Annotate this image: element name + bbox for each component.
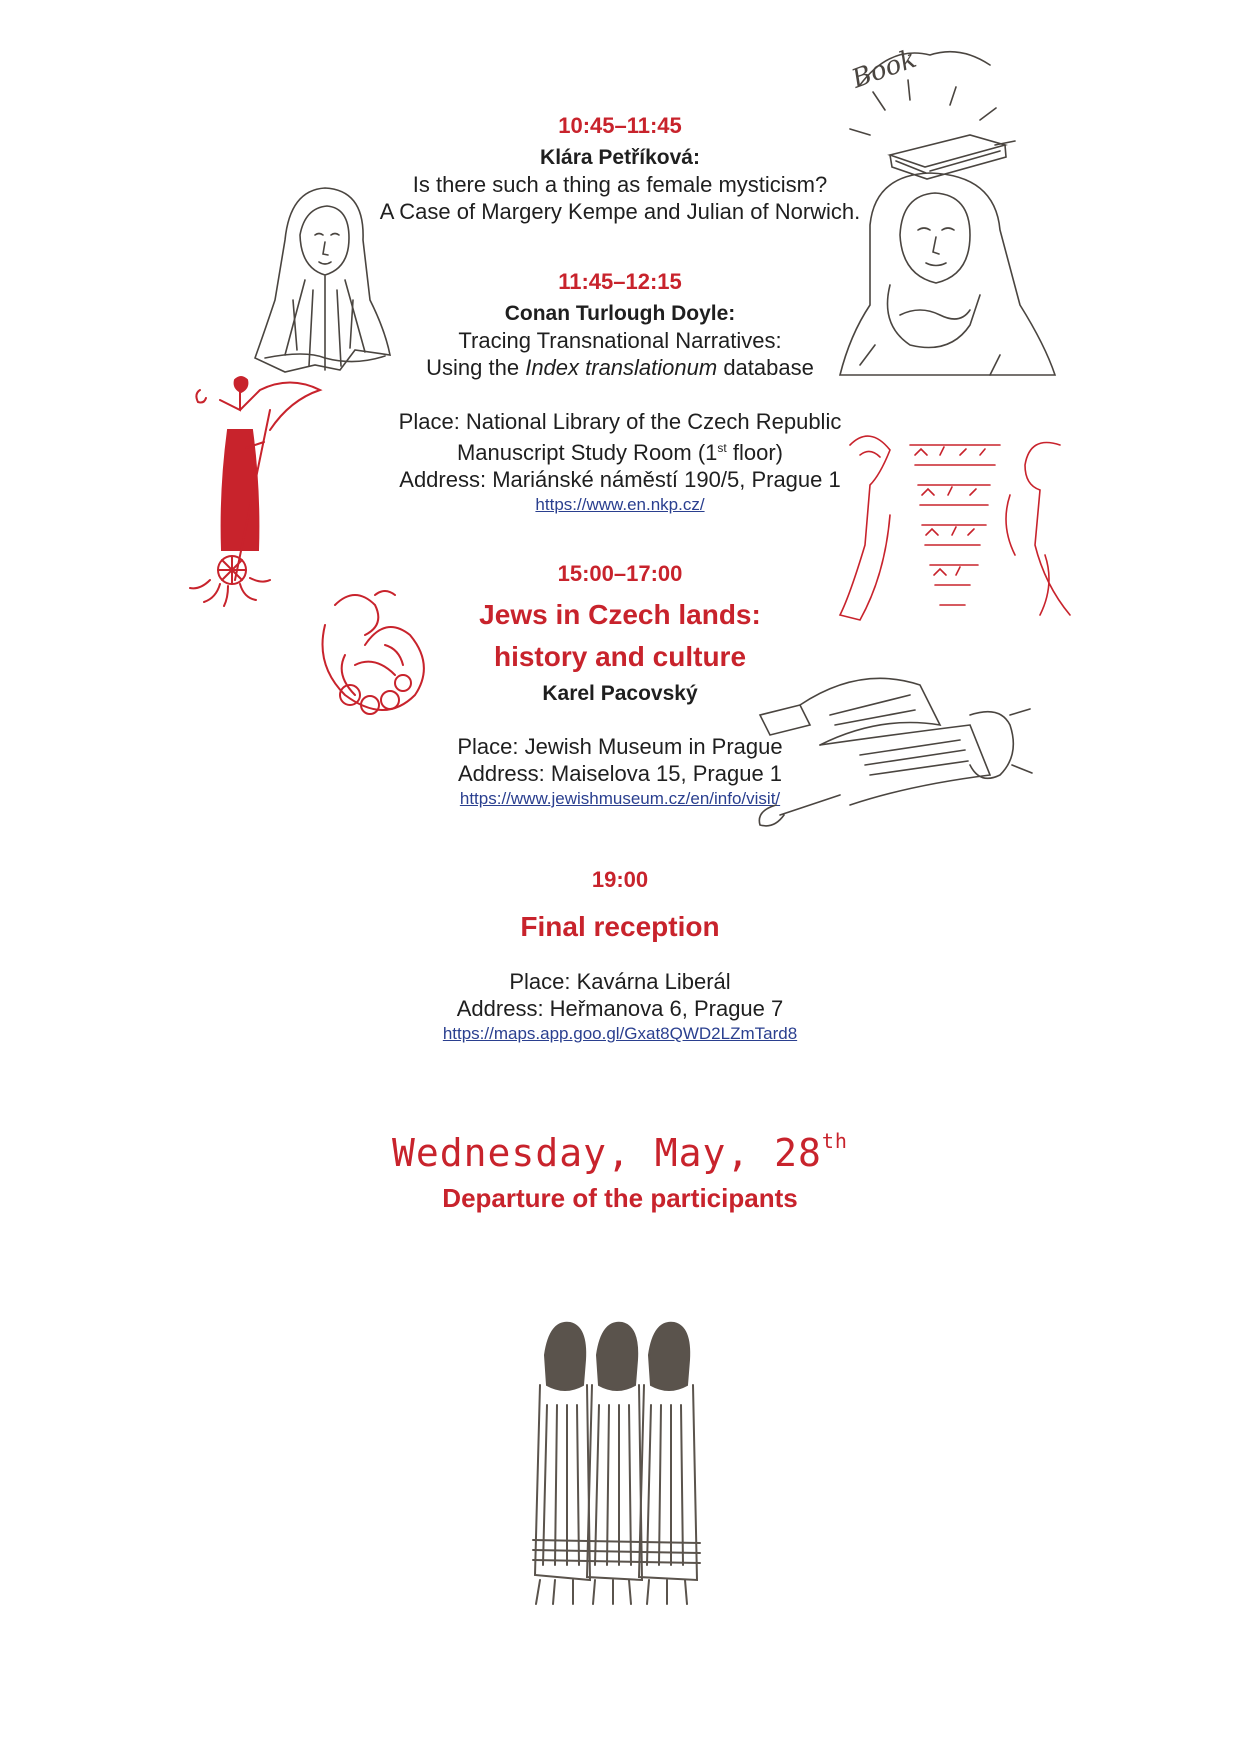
session-4-time: 19:00 (591, 867, 649, 892)
session-4-address: Address: Heřmanova 6, Prague 7 (456, 996, 784, 1021)
three-women-illustration (525, 1315, 715, 1615)
departure-title: Departure of the participants (442, 1183, 798, 1213)
session-1-title-line-2: A Case of Margery Kempe and Julian of Norwich. (379, 199, 861, 224)
book-caption: Book (847, 43, 921, 95)
session-2-title-prefix: Using the (426, 355, 526, 380)
session-3-place: Place: Jewish Museum in Prague (457, 734, 783, 759)
session-3-time: 15:00–17:00 (557, 561, 683, 586)
session-4-link[interactable]: https://maps.app.goo.gl/Gxat8QWD2LZmTard8 (442, 1024, 798, 1043)
red-figures-hebrew-illustration (830, 425, 1080, 635)
session-1-speaker: Klára Petříková: (540, 146, 700, 169)
session-2-title-italic: Index translationum (525, 355, 718, 380)
session-2-speaker: Conan Turlough Doyle: (504, 302, 736, 325)
day-label: Wednesday, May, 28 (392, 1131, 822, 1175)
session-4-place: Place: Kavárna Liberál (509, 969, 731, 994)
session-4-title: Final reception (520, 911, 720, 942)
session-2-title-line-1: Tracing Transnational Narratives: (458, 328, 782, 353)
session-2-place: Place: National Library of the Czech Republic (398, 409, 842, 434)
day-section (300, 1117, 940, 1215)
session-2-room-prefix: Manuscript Study Room (1 (456, 440, 718, 465)
session-4 (300, 866, 940, 1046)
day-heading (300, 1117, 940, 1177)
nun-with-book-illustration (830, 25, 1065, 385)
red-ornament-initial-illustration (315, 585, 435, 730)
session-2-time: 11:45–12:15 (558, 269, 682, 294)
session-3-title-line-2: history and culture (493, 641, 747, 672)
session-2-link[interactable]: https://www.en.nkp.cz/ (535, 495, 705, 514)
session-2-room-sup: st (717, 441, 727, 455)
session-3-link[interactable]: https://www.jewishmuseum.cz/en/info/visit/ (459, 789, 781, 808)
session-1-time: 10:45–11:45 (558, 113, 682, 138)
session-3-address: Address: Maiselova 15, Prague 1 (457, 761, 783, 786)
session-2-room-suffix: floor) (726, 440, 784, 465)
session-1-title-line-1: Is there such a thing as female mysticism? (412, 172, 828, 197)
session-2-address: Address: Mariánské náměstí 190/5, Prague 1 (399, 467, 841, 492)
session-3-title-line-1: Jews in Czech lands: (479, 599, 761, 630)
session-3-speaker: Karel Pacovský (542, 682, 698, 705)
torah-scrolls-illustration (740, 655, 1040, 830)
red-wheel-figure-illustration (180, 370, 330, 610)
nun-illustration (245, 180, 395, 375)
session-2-title-suffix: database (717, 355, 814, 380)
day-sup: th (821, 1129, 848, 1153)
